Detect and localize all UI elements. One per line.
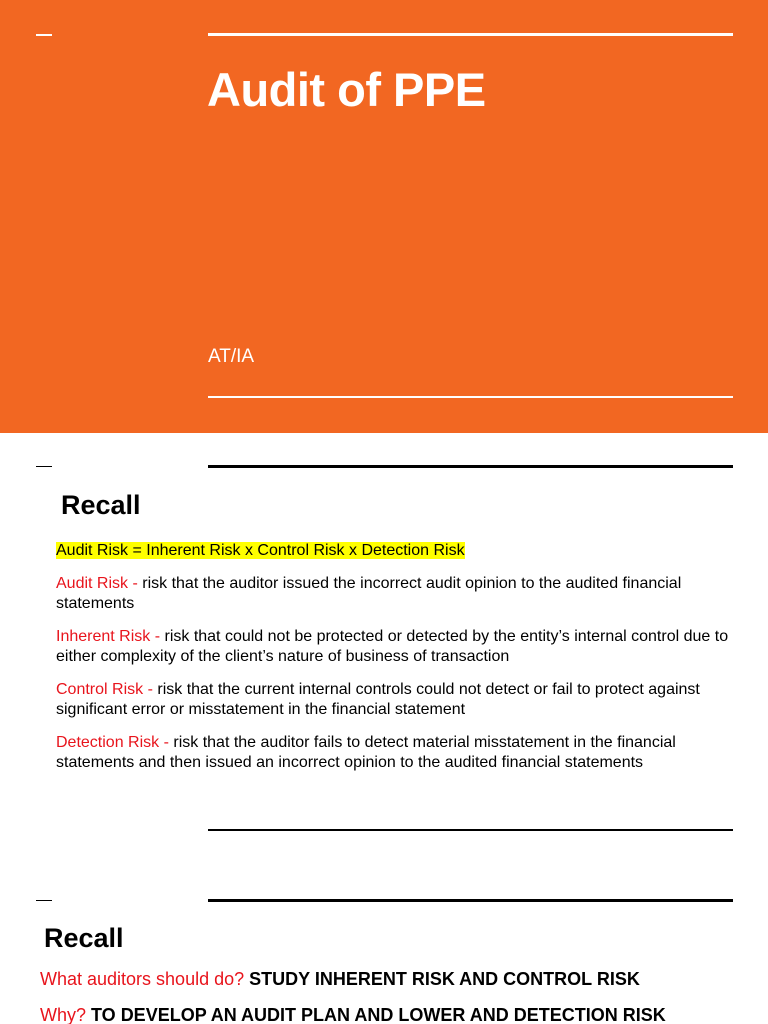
definition-detection-risk <box>56 733 736 773</box>
formula-line <box>56 541 736 561</box>
formula-text: Audit Risk = Inherent Risk x Control Risk x Detection Risk <box>56 542 465 559</box>
slide-marker <box>36 34 52 36</box>
definition-text: risk that could not be protected or detected by the entity’s internal control due to either complexity of the client’s nature of business of transaction <box>56 628 729 665</box>
definition-term: Inherent Risk - <box>56 628 165 645</box>
bottom-rule <box>208 396 733 398</box>
answer-text: STUDY INHERENT RISK AND CONTROL RISK <box>249 969 640 989</box>
slide-marker <box>36 466 52 467</box>
definition-text: risk that the auditor fails to detect material misstatement in the financial statements and then issued an incorrect opinion to the audited financial statements <box>56 734 676 771</box>
definition-control-risk <box>56 680 736 720</box>
definition-audit-risk <box>56 574 736 614</box>
slide-marker <box>36 900 52 901</box>
definition-text: risk that the current internal controls could not detect or fail to protect against significant error or misstatement in the financial statement <box>56 681 700 718</box>
question-line-why <box>40 1004 666 1024</box>
definition-term: Detection Risk - <box>56 734 174 751</box>
bottom-rule <box>208 829 733 831</box>
answer-text: TO DEVELOP AN AUDIT PLAN AND LOWER AND DETECTION RISK <box>91 1005 666 1024</box>
slide-title: Audit of PPE <box>207 63 486 116</box>
definition-term: Control Risk - <box>56 681 158 698</box>
question-text: Why? <box>40 1005 92 1024</box>
definition-text: risk that the auditor issued the incorrect audit opinion to the audited financial statements <box>56 575 682 612</box>
top-rule <box>208 899 733 902</box>
recall-content <box>56 541 736 786</box>
top-rule <box>208 33 733 36</box>
question-line-what <box>40 968 640 990</box>
title-slide <box>0 0 768 433</box>
top-rule <box>208 465 733 468</box>
section-heading: Recall <box>61 490 141 520</box>
definition-term: Audit Risk - <box>56 575 143 592</box>
definition-inherent-risk <box>56 627 736 667</box>
question-text: What auditors should do? <box>40 969 250 989</box>
slide-subtitle: AT/IA <box>208 346 255 367</box>
section-heading: Recall <box>44 923 124 953</box>
